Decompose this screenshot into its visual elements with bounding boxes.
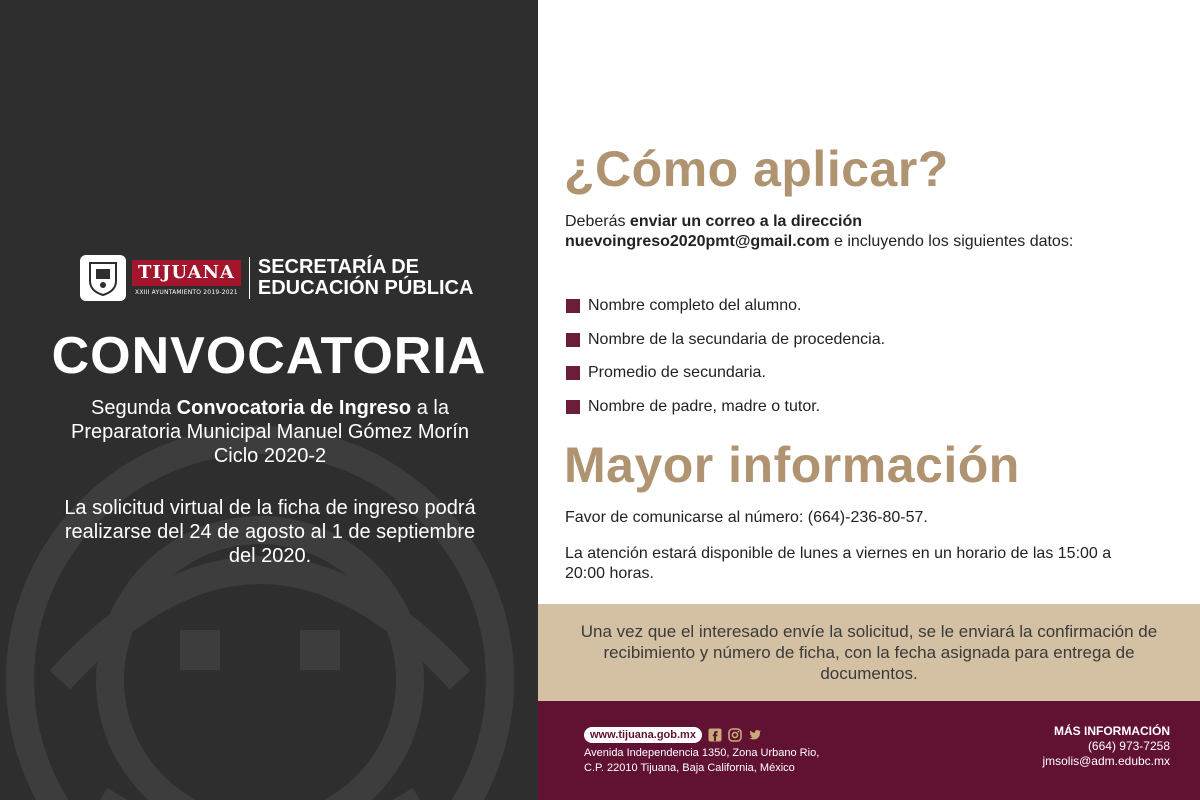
convocatoria-title: CONVOCATORIA <box>51 327 487 385</box>
apply-instructions <box>565 212 1145 252</box>
bullet-square-icon <box>566 366 580 380</box>
secretaria-line2: EDUCACIÓN PÚBLICA <box>257 277 474 299</box>
bullet-square-icon <box>566 299 580 313</box>
confirmation-band <box>538 604 1200 701</box>
address <box>584 746 819 776</box>
logo-row <box>80 254 473 302</box>
secretaria-logo-text <box>258 257 474 299</box>
list-item <box>566 296 885 316</box>
apply-email: nuevoingreso2020pmt@gmail.com <box>565 233 830 250</box>
web-row <box>584 727 819 743</box>
desc-post: a la Preparatoria Municipal Manuel Gómez Morín Ciclo 2020-2 <box>71 397 469 467</box>
address-line1: Avenida Independencia 1350, Zona Urbano Rio, <box>584 747 820 759</box>
secretaria-line1: SECRETARÍA DE <box>257 256 419 278</box>
seal-icon <box>80 255 126 301</box>
list-item-text: Promedio de secundaria. <box>588 364 766 381</box>
ayuntamiento-label: XXIII AYUNTAMIENTO 2019-2021 <box>135 289 238 296</box>
footer <box>538 701 1200 800</box>
list-item-text: Nombre de padre, madre o tutor. <box>588 397 821 415</box>
confirmation-text: Una vez que el interesado envíe la solicitud, se le enviará la confirmación de recibimiento y número de ficha, con la fecha asignada para entrega de documentos. <box>580 622 1158 683</box>
footer-contact <box>1042 724 1170 769</box>
more-info-label: MÁS INFORMACIÓN <box>1054 724 1170 738</box>
twitter-icon[interactable] <box>748 728 762 742</box>
intro-pre: Deberás <box>565 213 630 230</box>
right-panel <box>538 0 1200 604</box>
tijuana-logo <box>132 260 241 296</box>
desc-bold: Convocatoria de Ingreso <box>176 397 412 419</box>
more-info-heading: Mayor información <box>564 437 1020 493</box>
list-item-text: Nombre completo del alumno. <box>588 297 802 314</box>
bullet-square-icon <box>566 400 580 414</box>
dates-paragraph: La solicitud virtual de la ficha de ingreso podrá realizarse del 24 de agosto al 1 de septiembre del 2020. <box>64 497 476 567</box>
how-to-apply-heading: ¿Cómo aplicar? <box>564 141 949 197</box>
address-line2: C.P. 22010 Tijuana, Baja California, México <box>584 762 795 774</box>
intro-post: e incluyendo los siguientes datos: <box>829 233 1074 250</box>
tijuana-badge: TIJUANA <box>132 260 241 286</box>
facebook-icon[interactable] <box>708 728 722 742</box>
list-item-text: Nombre de la secundaria de procedencia. <box>588 330 886 348</box>
instagram-icon[interactable] <box>728 728 742 742</box>
convocatoria-description <box>50 396 490 468</box>
footer-email[interactable]: jmsolis@adm.edubc.mx <box>1042 754 1170 768</box>
footer-left <box>584 727 819 776</box>
footer-phone: (664) 973-7258 <box>1087 739 1170 753</box>
desc-pre: Segunda <box>91 397 177 419</box>
list-item <box>566 363 885 383</box>
left-panel <box>0 0 538 800</box>
logo-divider <box>249 257 250 299</box>
list-item <box>566 330 885 350</box>
intro-bold: enviar un correo a la dirección <box>629 213 863 230</box>
website-link[interactable]: www.tijuana.gob.mx <box>584 727 702 743</box>
list-item <box>566 397 885 417</box>
schedule-text: La atención estará disponible de lunes a viernes en un horario de las 15:00 a 20:00 horas. <box>565 545 1112 582</box>
requirements-list <box>566 296 885 430</box>
contact-phone-text: Favor de comunicarse al número: (664)-236-80-57. <box>565 509 928 526</box>
bullet-square-icon <box>566 333 580 347</box>
